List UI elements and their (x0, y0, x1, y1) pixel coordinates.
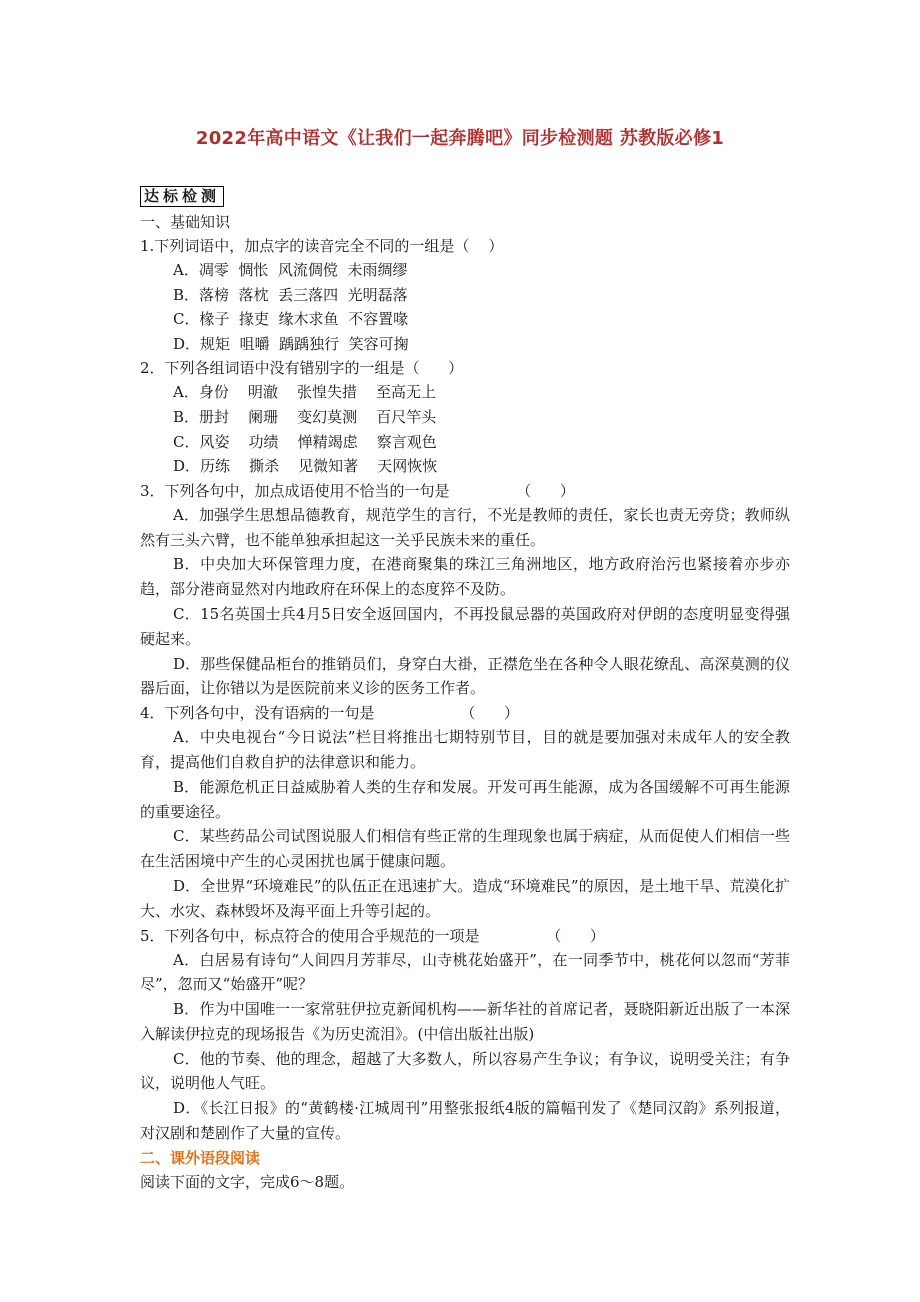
question-2-option-c: C．风姿 功绩 惮精竭虑 察言观色 (173, 432, 437, 451)
question-2-stem: 2．下列各组词语中没有错别字的一组是（ ） (140, 359, 464, 378)
question-1-option-c: C．椽子 掾吏 缘木求鱼 不容置喙 (173, 310, 409, 329)
question-5-stem: 5．下列各句中，标点符合的使用合乎规范的一项是 （ ） (140, 926, 605, 945)
section-heading-basic: 一、基础知识 (140, 213, 231, 231)
question-1-stem: 1.下列词语中，加点字的读音完全不同的一组是（ ） (140, 237, 504, 255)
document-title: 2022年高中语文《让我们一起奔腾吧》同步检测题 苏教版必修1 (195, 128, 725, 149)
section-heading-reading: 二、课外语段阅读 (140, 1148, 261, 1167)
question-4-option-b: B．能源危机正日益威胁着人类的生存和发展。开发可再生能源，成为各国缓解不可再生能源的重要途径。 (140, 777, 790, 821)
question-3-option-b: B．中央加大环保管理力度，在港商聚集的珠江三角洲地区，地方政府治污也紧接着亦步亦趋，部分港商显然对内地政府在环保上的态度猝不及防。 (140, 555, 790, 599)
question-3-option-d: D．那些保健品柜台的推销员们，身穿白大褂，正襟危坐在各种令人眼花缭乱、高深莫测的仪器后面，让你错以为是医院前来义诊的医务工作者。 (140, 654, 790, 698)
question-3-option-c: C．15名英国士兵4月5日安全返回国内，不再投鼠忌器的英国政府对伊朗的态度明显变得强硬起来。 (140, 604, 790, 648)
question-5-option-d: D．《长江日报》的“黄鹤楼·江城周刊”用整张报纸4版的篇幅刊发了《楚同汉韵》系列报道，对汉剧和楚剧作了大量的宣传。 (140, 1099, 790, 1143)
question-3-stem: 3．下列各句中，加点成语使用不恰当的一句是 （ ） (140, 481, 575, 500)
document-body (140, 186, 790, 1194)
question-4-option-c: C．某些药品公司试图说服人们相信有些正常的生理现象也属于病症，从而促使人们相信一些在生活困境中产生的心灵困扰也属于健康问题。 (140, 827, 790, 871)
question-1-option-a: A．凋零 惆怅 风流倜傥 未雨绸缪 (173, 261, 408, 279)
question-3-option-a: A．加强学生思想品德教育，规范学生的言行，不光是教师的责任，家长也责无旁贷；教师纵然有三头六臂，也不能单独承担起这一关乎民族未来的重任。 (140, 505, 790, 549)
question-4-stem: 4．下列各句中，没有语病的一句是 （ ） (140, 704, 519, 723)
question-4-option-d: D．全世界“环境难民”的队伍正在迅速扩大。造成“环境难民”的原因，是土地干旱、荒漠化扩大、水灾、森林毁坏及海平面上升等引起的。 (140, 876, 790, 920)
question-2-option-d: D．历练 撕杀 见微知著 天网恢恢 (173, 457, 438, 476)
question-5-option-b: B．作为中国唯一一家常驻伊拉克新闻机构——新华社的首席记者，聂晓阳新近出版了一本深入解读伊拉克的现场报告《为历史流泪》。(中信出版社出版) (140, 1000, 790, 1043)
question-1-option-b: B．落榜 落枕 丢三落四 光明磊落 (173, 285, 408, 304)
question-5-option-c: C．他的节奏、他的理念，超越了大多数人，所以容易产生争议；有争议，说明受关注；有争议，说明他人气旺。 (140, 1049, 790, 1093)
question-5-option-a: A．白居易有诗句“人间四月芳菲尽，山寺桃花始盛开”，在一同季节中，桃花何以忽而“芳菲尽”，忽而又“始盛开”呢？ (140, 950, 790, 994)
section-box-label: 达标检测 (140, 186, 224, 207)
question-2-option-a: A．身份 明澈 张惶失措 至高无上 (173, 383, 437, 402)
question-1-option-d: D．规矩 咀嚼 踽踽独行 笑容可掬 (173, 334, 409, 353)
question-4-option-a: A．中央电视台“今日说法”栏目将推出七期特别节目，目的就是要加强对未成年人的安全教育，提高他们自救自护的法律意识和能力。 (140, 728, 790, 771)
question-2-option-b: B．册封 阑珊 变幻莫测 百尺竿头 (173, 407, 437, 426)
reading-intro: 阅读下面的文字，完成6～8题。 (140, 1172, 355, 1191)
